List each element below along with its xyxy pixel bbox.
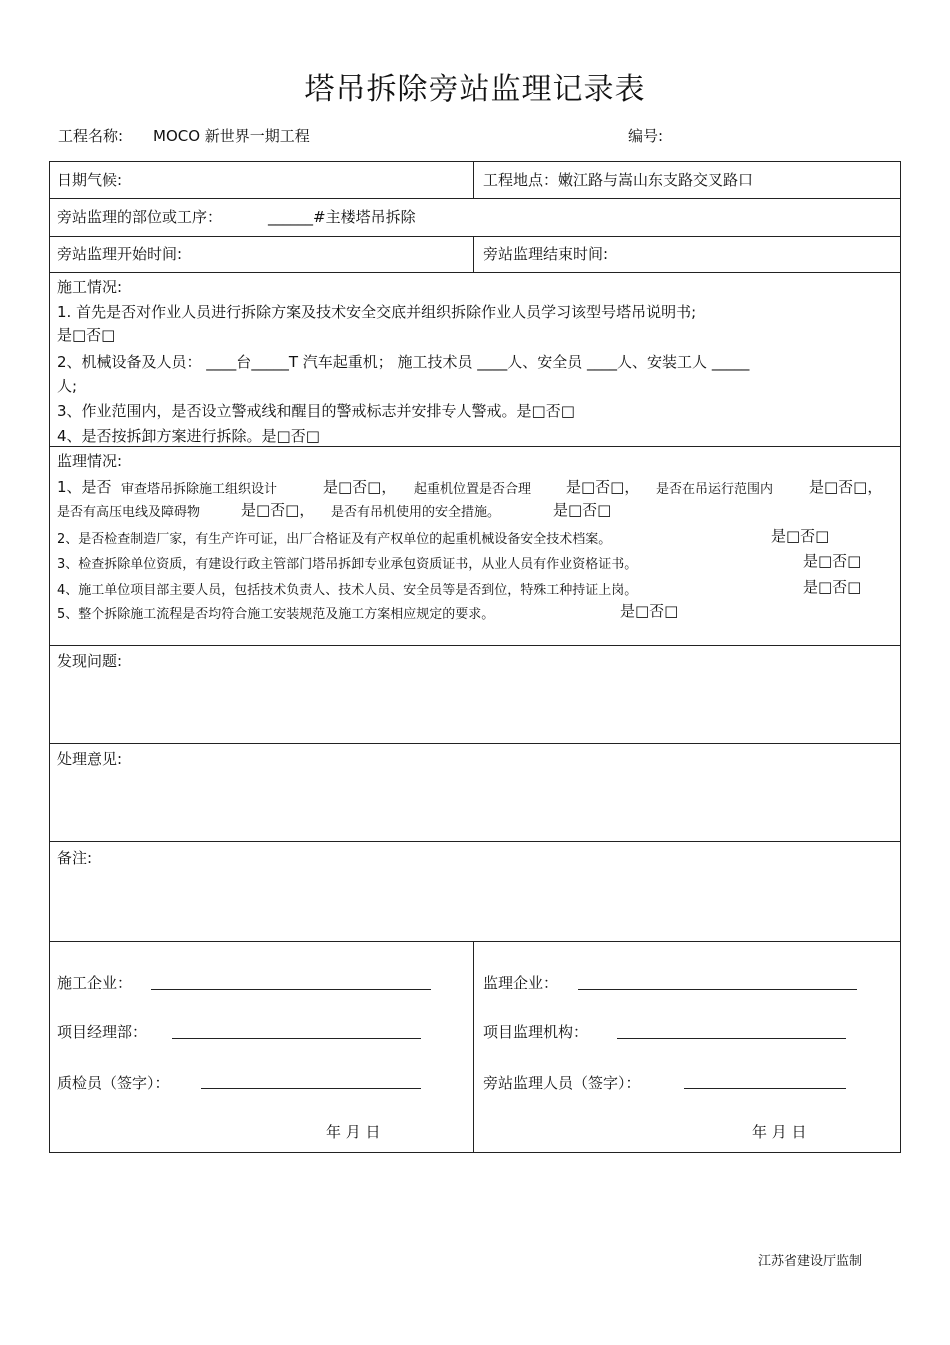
position-label: 旁站监理的部位或工序： [57,208,223,226]
footer-issuer: 江苏省建设厅监制 [758,1254,863,1269]
construction-heading: 施工情况: [57,278,123,296]
table-border-right [900,161,901,1153]
supervision-item-3: 3、检查拆除单位资质，有建设行政主管部门塔吊拆卸专业承包资质证书，从业人员有作业资格证书。 [57,557,638,572]
construction-item-3: 3、作业范围内，是否设立警戒线和醒目的警戒标志并安排专人警戒。是□否□ [57,402,575,420]
row-divider [49,941,901,942]
supervision-item-1-c-check: 是□否□， [809,478,883,496]
project-name-label: 工程名称: [58,127,124,145]
left-date: 年 月 日 [326,1123,381,1141]
supervision-heading: 监理情况: [57,452,123,470]
signature-line [578,989,857,990]
supervision-item-3-check: 是□否□ [803,552,862,570]
supervision-item-2: 2、是否检查制造厂家，有生产许可证，出厂合格证及有产权单位的起重机械设备安全技术档案。 [57,532,612,547]
supervision-item-1-a-check: 是□否□， [323,478,397,496]
supervision-item-4-check: 是□否□ [803,578,862,596]
signature-line [201,1088,421,1089]
supervision-item-5-check: 是□否□ [620,602,679,620]
supervisor-signature-label: 旁站监理人员（签字）： [483,1074,641,1092]
signature-line [684,1088,846,1089]
row-divider [49,743,901,744]
number-label: 编号: [628,127,664,145]
project-manager-label: 项目经理部： [57,1023,148,1041]
table-border-bottom [49,1152,901,1153]
signature-line [172,1038,421,1039]
supervision-item-1-a: 审查塔吊拆除施工组织设计 [121,482,278,497]
column-divider [473,161,474,199]
right-date: 年 月 日 [752,1123,807,1141]
table-border-top [49,161,901,162]
construction-item-2-cont: 人; [57,377,78,395]
supervision-item-1-b-check: 是□否□， [566,478,640,496]
supervision-item-1-e: 是否有吊机使用的安全措施。 [331,505,501,520]
remarks-label: 备注: [57,849,93,867]
supervision-item-1-e-check: 是□否□ [553,501,612,519]
supervision-item-1-b: 起重机位置是否合理 [414,482,532,497]
construction-item-2: 2、机械设备及人员： ____台_____T 汽车起重机； 施工技术员 ____人、安全员 ____人、安装工人 _____ [57,353,750,371]
supervision-item-1-c: 是否在吊运行范围内 [656,482,774,497]
page-title: 塔吊拆除旁站监理记录表 [304,72,646,107]
construction-item-1-check: 是□否□ [57,326,116,344]
row-divider [49,272,901,273]
supervision-item-4: 4、施工单位项目部主要人员，包括技术负责人、技术人员、安全员等是否到位，特殊工种持证上岗。 [57,583,638,598]
signature-line [617,1038,846,1039]
position-value: ______#主楼塔吊拆除 [268,208,416,226]
date-weather-label: 日期气候: [57,171,123,189]
project-name-value: MOCO 新世界一期工程 [153,127,310,145]
table-border-left [49,161,50,1153]
supervision-item-1-prefix: 1、是否 [57,478,112,496]
row-divider [49,446,901,447]
row-divider [49,645,901,646]
row-divider [49,841,901,842]
construction-company-label: 施工企业： [57,974,133,992]
signature-line [151,989,431,990]
opinion-label: 处理意见: [57,750,123,768]
location-label: 工程地点：嫩江路与嵩山东支路交叉路口 [483,171,754,189]
inspector-label: 质检员（签字）： [57,1074,170,1092]
supervision-item-2-check: 是□否□ [771,527,830,545]
start-time-label: 旁站监理开始时间: [57,245,183,263]
construction-item-1: 1. 首先是否对作业人员进行拆除方案及技术安全交底并组织拆除作业人员学习该型号塔吊说明书; [57,303,697,321]
construction-item-4: 4、是否按拆卸方案进行拆除。是□否□ [57,427,320,445]
row-divider [49,198,901,199]
supervision-company-label: 监理企业： [483,974,559,992]
column-divider [473,941,474,1153]
supervision-org-label: 项目监理机构： [483,1023,589,1041]
supervision-item-5: 5、整个拆除施工流程是否均符合施工安装规范及施工方案相应规定的要求。 [57,607,495,622]
column-divider [473,236,474,273]
problems-label: 发现问题: [57,652,123,670]
end-time-label: 旁站监理结束时间: [483,245,609,263]
supervision-item-1-d-check: 是□否□， [241,501,315,519]
supervision-item-1-d: 是否有高压电线及障碍物 [57,505,201,520]
row-divider [49,236,901,237]
